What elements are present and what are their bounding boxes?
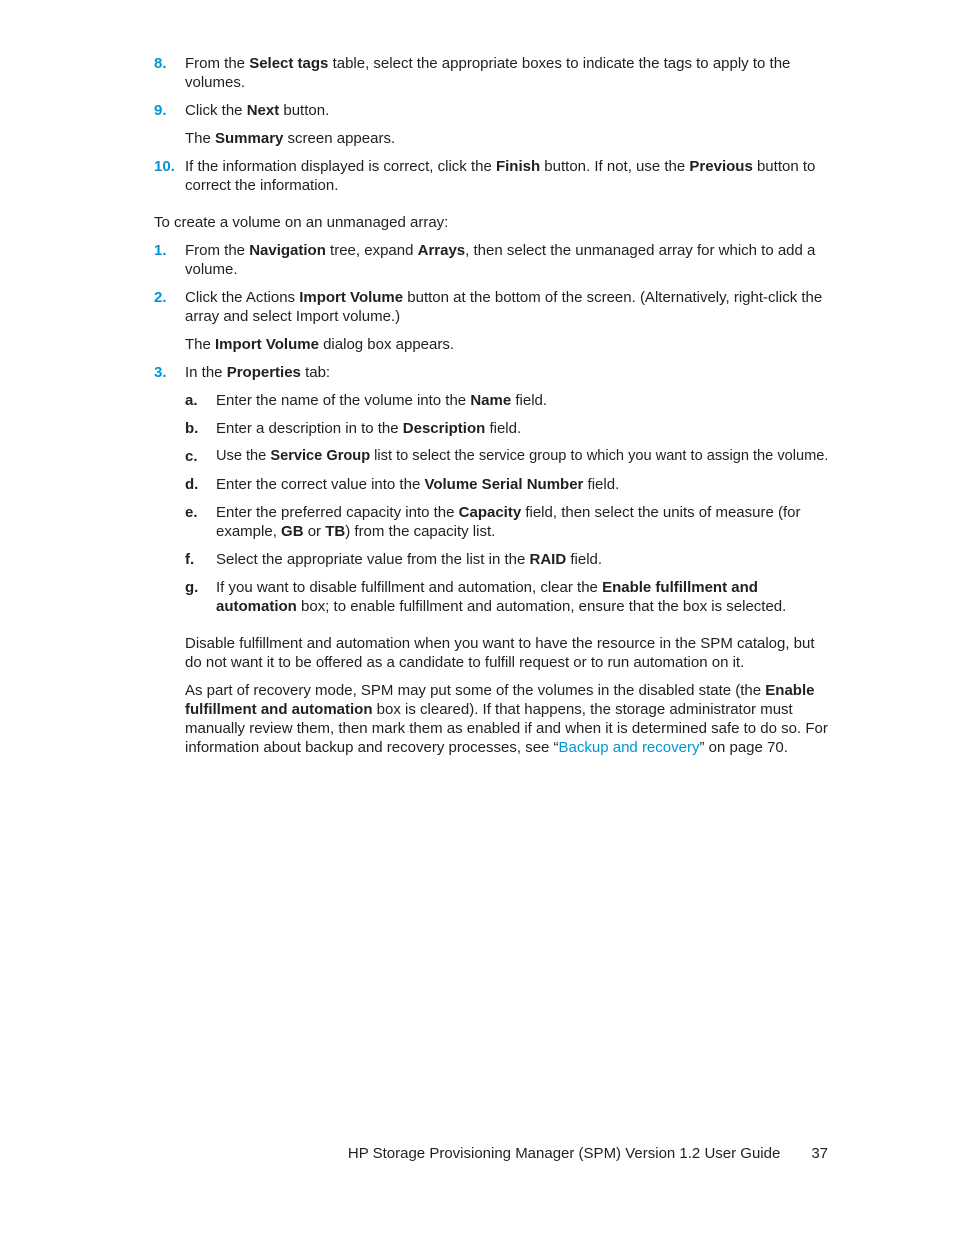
step-number: 8. — [154, 55, 167, 72]
step-text: From the Navigation tree, expand Arrays, then select the unmanaged array for which to add a volume. — [185, 242, 816, 278]
step-text: From the Select tags table, select the appropriate boxes to indicate the tags to apply to the volumes. — [185, 55, 791, 91]
page-footer — [300, 1144, 828, 1163]
substep-letter: e. — [185, 504, 198, 521]
substep-letter: g. — [185, 579, 199, 596]
substep-text: Select the appropriate value from the list in the RAID field. — [216, 551, 603, 568]
substep-letter: c. — [185, 448, 198, 465]
substep-text: Enter the preferred capacity into the Capacity field, then select the units of measure (for example, GB or TB) from the capacity list. — [216, 504, 801, 540]
step-number: 10. — [154, 158, 175, 175]
substep-text: Use the Service Group list to select the service group to which you want to assign the volume. — [216, 448, 829, 464]
intro-text: To create a volume on an unmanaged array: — [154, 214, 449, 231]
step-text: Click the Next button. — [185, 102, 330, 119]
page-number: 37 — [811, 1145, 828, 1162]
substep-letter: a. — [185, 392, 198, 409]
paragraph-disable-note: Disable fulfillment and automation when you want to have the resource in the SPM catalog, but do not want it to be offered as a candidate to fulfill request or to run automation on it. — [185, 635, 815, 671]
step-text: If the information displayed is correct, click the Finish button. If not, use the Previous button to correct the information. — [185, 158, 816, 194]
step-number: 9. — [154, 102, 167, 119]
footer-title: HP Storage Provisioning Manager (SPM) Version 1.2 User Guide — [347, 1145, 781, 1162]
step-number: 3. — [154, 364, 167, 381]
substep-text: Enter the name of the volume into the Name field. — [216, 392, 548, 409]
backup-recovery-link[interactable]: Backup and recovery — [558, 739, 700, 756]
step-number: 2. — [154, 289, 167, 306]
step-number: 1. — [154, 242, 167, 259]
substep-text: Enter the correct value into the Volume Serial Number field. — [216, 476, 620, 493]
substep-letter: d. — [185, 476, 199, 493]
step-text: Click the Actions Import Volume button at the bottom of the screen. (Alternatively, right-click the array and select Import volume.) — [185, 289, 823, 325]
substep-text: Enter a description in to the Description field. — [216, 420, 522, 437]
substep-letter: f. — [185, 551, 195, 568]
import-note: The Import Volume dialog box appears. — [185, 336, 455, 353]
step-text: In the Properties tab: — [185, 364, 331, 381]
summary-note: The Summary screen appears. — [185, 130, 396, 147]
substep-text: If you want to disable fulfillment and automation, clear the Enable fulfillment and automation box; to enable fulfillment and automation, ensure that the box is selected. — [216, 579, 787, 615]
paragraph-recovery-mode: As part of recovery mode, SPM may put some of the volumes in the disabled state (the Enable fulfillment and automation box is cleared). If that happens, the storage administrator must manually review them, then mark them as enabled if and when it is determined safe to do so. For information about backup and recovery processes, see “Backup and recovery” on page 70. — [185, 682, 828, 756]
substep-letter: b. — [185, 420, 199, 437]
